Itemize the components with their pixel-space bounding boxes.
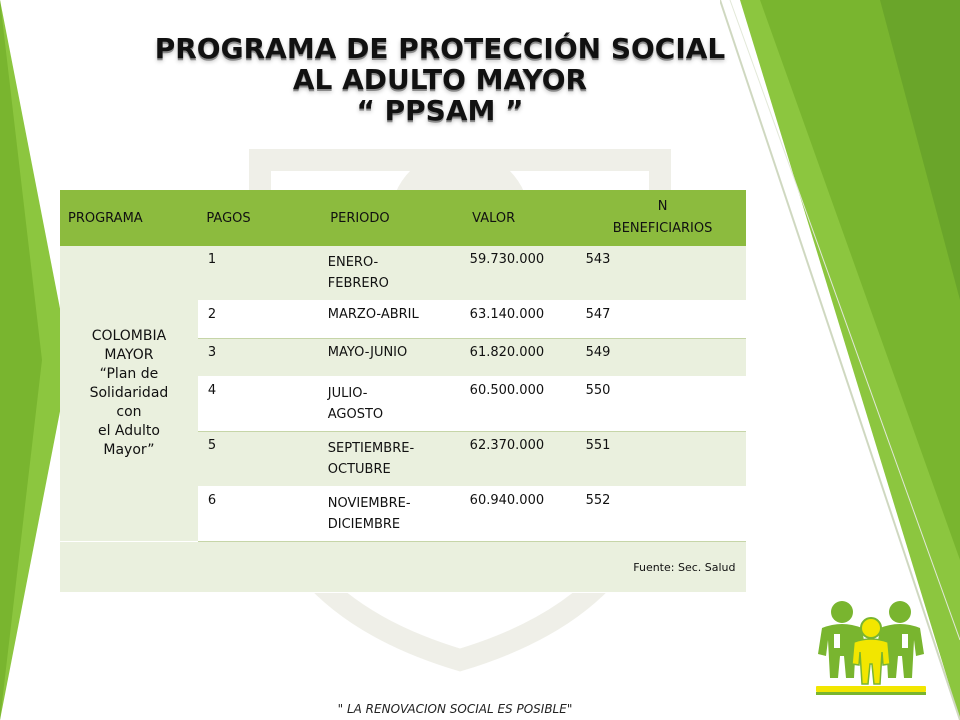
programa-line: Mayor” — [103, 442, 155, 458]
programa-line: el Adulto — [97, 423, 160, 439]
programa-line: con — [116, 404, 142, 420]
periodo-cell: NOVIEMBRE- DICIEMBRE — [322, 487, 464, 542]
pago-cell: 5 — [198, 432, 322, 487]
ppsam-table — [60, 190, 746, 593]
valor-cell: 63.140.000 — [464, 301, 580, 339]
header-beneficiarios: N BENEFICIARIOS — [580, 190, 746, 246]
beneficiarios-cell: 547 — [580, 301, 746, 339]
table-body — [60, 246, 746, 593]
title-line-3: “ PPSAM ” — [356, 94, 524, 127]
beneficiarios-cell: 551 — [580, 432, 746, 487]
valor-cell: 62.370.000 — [464, 432, 580, 487]
footer-slogan: " LA RENOVACION SOCIAL ES POSIBLE" — [337, 702, 573, 716]
valor-cell: 61.820.000 — [464, 339, 580, 377]
pago-cell: 4 — [198, 377, 322, 432]
pago-cell: 3 — [198, 339, 322, 377]
table-row — [60, 246, 746, 301]
source-note: Fuente: Sec. Salud — [60, 542, 746, 593]
periodo-cell: SEPTIEMBRE- OCTUBRE — [322, 432, 464, 487]
header-pagos: PAGOS — [198, 190, 322, 246]
source-row — [60, 542, 746, 593]
valor-cell: 59.730.000 — [464, 246, 580, 301]
title-line-2: AL ADULTO MAYOR — [292, 63, 588, 96]
people-logo-icon — [812, 598, 930, 696]
header-programa: PROGRAMA — [60, 190, 198, 246]
periodo-cell: JULIO- AGOSTO — [322, 377, 464, 432]
periodo-cell: ENERO- FEBRERO — [322, 246, 464, 301]
beneficiarios-cell: 550 — [580, 377, 746, 432]
header-periodo: PERIODO — [322, 190, 464, 246]
periodo-cell: MARZO-ABRIL — [322, 301, 464, 339]
beneficiarios-cell: 543 — [580, 246, 746, 301]
programa-cell — [60, 246, 198, 542]
page-title — [40, 33, 840, 126]
pago-cell: 6 — [198, 487, 322, 542]
programa-line: Solidaridad — [89, 385, 169, 401]
valor-cell: 60.940.000 — [464, 487, 580, 542]
beneficiarios-cell: 549 — [580, 339, 746, 377]
programa-line: MAYOR — [104, 347, 154, 363]
programa-line: COLOMBIA — [91, 328, 167, 344]
pago-cell: 1 — [198, 246, 322, 301]
programa-line: “Plan de — [99, 366, 159, 382]
header-valor: VALOR — [464, 190, 580, 246]
table-header-row — [60, 190, 746, 246]
pago-cell: 2 — [198, 301, 322, 339]
title-line-1: PROGRAMA DE PROTECCIÓN SOCIAL — [154, 32, 726, 65]
periodo-cell: MAYO-JUNIO — [322, 339, 464, 377]
beneficiarios-cell: 552 — [580, 487, 746, 542]
valor-cell: 60.500.000 — [464, 377, 580, 432]
